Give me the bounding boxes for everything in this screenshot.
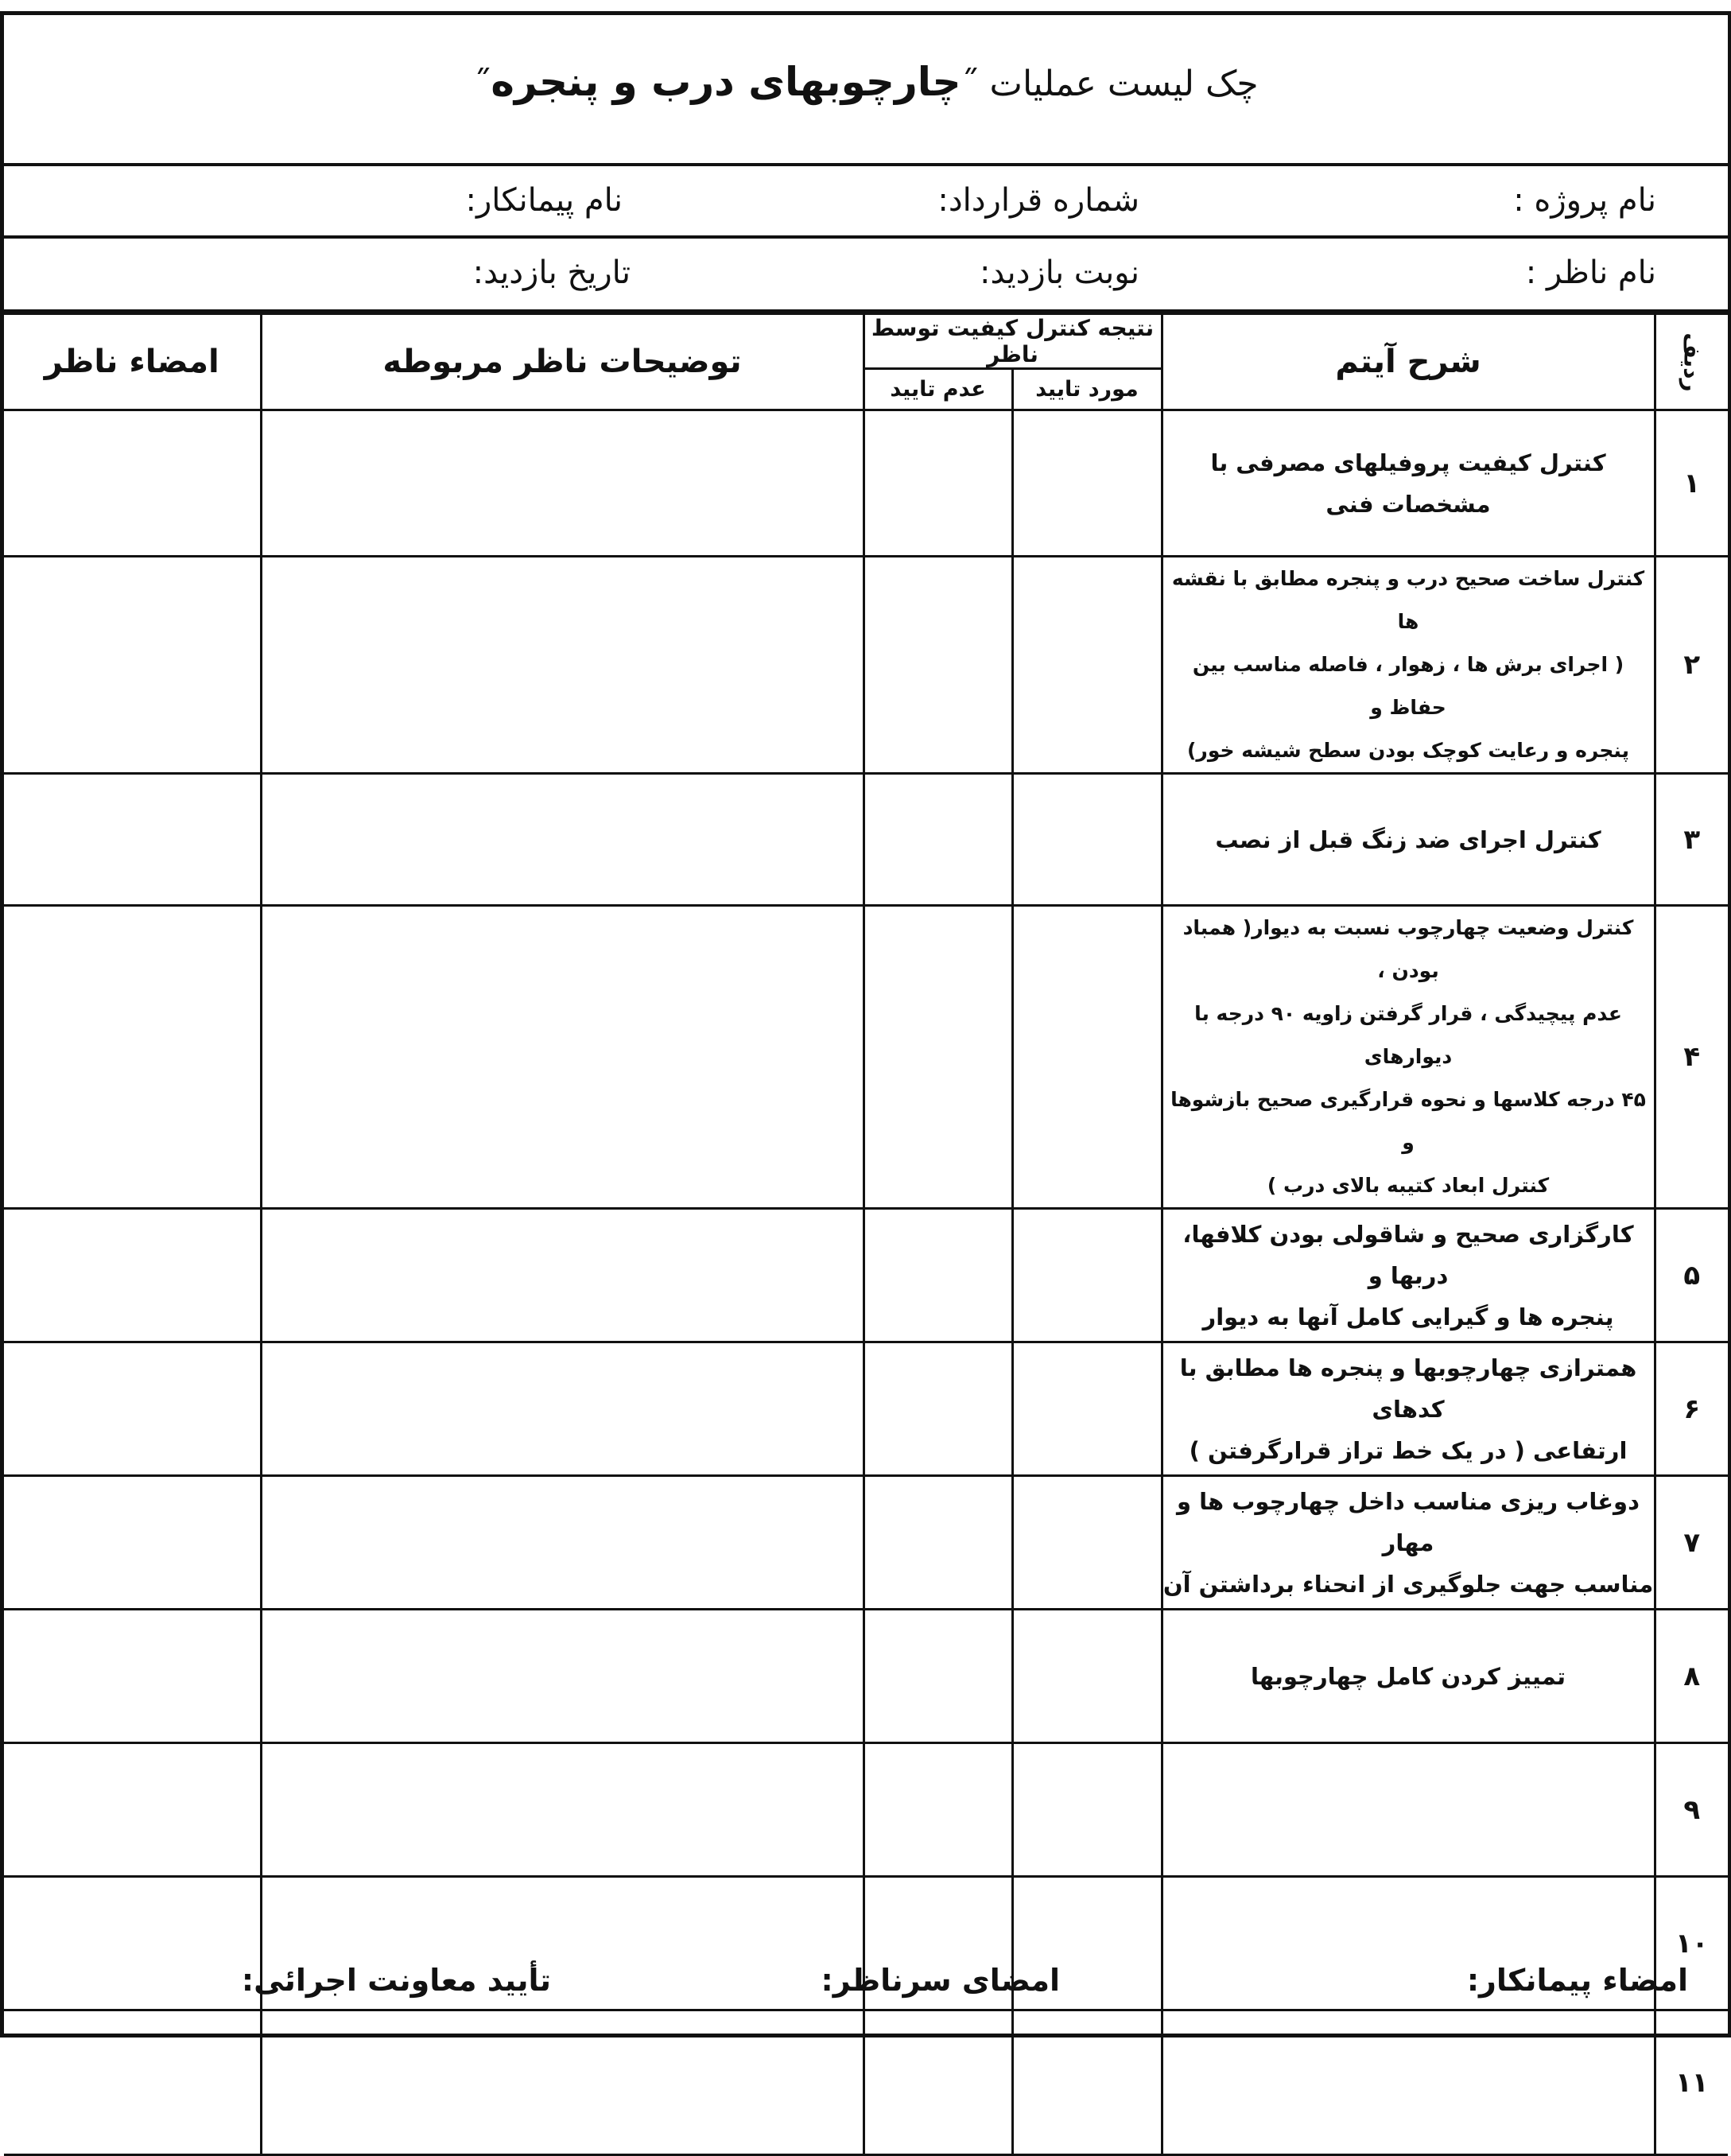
supervisor-name-field[interactable]: نام ناظر : xyxy=(1525,254,1656,291)
supervisor-signature-cell[interactable] xyxy=(4,1743,261,1877)
approved-cell[interactable] xyxy=(1012,410,1162,557)
supervisor-notes-cell[interactable] xyxy=(261,557,864,774)
supervisor-notes-cell[interactable] xyxy=(261,1209,864,1342)
supervisor-notes-cell[interactable] xyxy=(261,1610,864,1743)
table-row xyxy=(4,1743,1728,1877)
supervisor-signature-cell[interactable] xyxy=(4,1209,261,1342)
title-band xyxy=(4,15,1728,166)
row-number: ۷ xyxy=(1655,1476,1728,1610)
executive-deputy-approval-label: تأیید معاونت اجرائی: xyxy=(241,1963,551,1998)
supervisor-signature-cell[interactable] xyxy=(4,1342,261,1476)
signature-footer xyxy=(4,1928,1728,2034)
supervisor-notes-cell[interactable] xyxy=(261,1342,864,1476)
not-approved-cell[interactable] xyxy=(864,774,1012,906)
visit-date-field[interactable]: تاریخ بازدید: xyxy=(472,254,631,291)
approved-cell[interactable] xyxy=(1012,1209,1162,1342)
supervisor-notes-cell[interactable] xyxy=(261,774,864,906)
item-description xyxy=(1162,1476,1655,1610)
item-description xyxy=(1162,906,1655,1209)
supervisor-notes-cell[interactable] xyxy=(261,1743,864,1877)
item-description-line: کنترل کیفیت پروفیلهای مصرفی با مشخصات فنی xyxy=(1210,449,1606,518)
item-description-line: کنترل ساخت صحیح درب و پنجره مطابق با نقشه ها xyxy=(1171,567,1645,633)
table-row xyxy=(4,410,1728,557)
approved-cell[interactable] xyxy=(1012,774,1162,906)
info-row-2 xyxy=(4,239,1728,313)
supervisor-notes-cell[interactable] xyxy=(261,906,864,1209)
table-row xyxy=(4,1209,1728,1342)
checklist-rows xyxy=(4,410,1728,2155)
project-name-field[interactable]: نام پروژه : xyxy=(1513,182,1656,219)
supervisor-notes-cell[interactable] xyxy=(261,410,864,557)
item-description-line: ( اجرای برش ها ، زهوار ، فاصله مناسب بین حفاظ و xyxy=(1192,653,1624,719)
row-number: ۴ xyxy=(1655,906,1728,1209)
supervisor-signature-cell[interactable] xyxy=(4,774,261,906)
item-description-line: ارتفاعی ( در یک خط تراز قرارگرفتن ) xyxy=(1189,1436,1628,1464)
contractor-name-field[interactable]: نام پیمانکار: xyxy=(465,182,623,219)
header-row-number: ردیف xyxy=(1655,314,1728,410)
item-description xyxy=(1162,410,1655,557)
table-row xyxy=(4,906,1728,1209)
item-description xyxy=(1162,774,1655,906)
item-description-line: همترازی چهارچوبها و پنجره ها مطابق با کدهای xyxy=(1179,1354,1637,1423)
approved-cell[interactable] xyxy=(1012,557,1162,774)
item-description-line: دوغاب ریزی مناسب داخل چهارچوب ها و مهار xyxy=(1177,1487,1640,1556)
row-number: ۸ xyxy=(1655,1610,1728,1743)
chief-supervisor-signature-label: امضای سرناظر: xyxy=(821,1963,1060,1998)
approved-cell[interactable] xyxy=(1012,1610,1162,1743)
row-number: ۲ xyxy=(1655,557,1728,774)
item-description xyxy=(1162,1610,1655,1743)
approved-cell[interactable] xyxy=(1012,1342,1162,1476)
item-description-line: تمییز کردن کامل چهارچوبها xyxy=(1250,1662,1566,1690)
table-row xyxy=(4,1342,1728,1476)
supervisor-notes-cell[interactable] xyxy=(261,1476,864,1610)
approved-cell[interactable] xyxy=(1012,1743,1162,1877)
row-number: ۶ xyxy=(1655,1342,1728,1476)
item-description xyxy=(1162,557,1655,774)
not-approved-cell[interactable] xyxy=(864,906,1012,1209)
header-supervisor-notes: توضیحات ناظر مربوطه xyxy=(261,314,864,410)
row-number: ۱۰ xyxy=(1655,1877,1728,2010)
header-not-approved: عدم تایید xyxy=(864,369,1012,410)
header-item-description: شرح آیتم xyxy=(1162,314,1655,410)
table-row xyxy=(4,774,1728,906)
row-number: ۳ xyxy=(1655,774,1728,906)
header-supervisor-signature: امضاء ناظر xyxy=(4,314,261,410)
item-description xyxy=(1162,1209,1655,1342)
item-description-line: پنجره ها و گیرایی کامل آنها به دیوار xyxy=(1202,1303,1614,1331)
header-qc-result: نتیجه کنترل کیفیت توسط ناظر xyxy=(864,314,1162,369)
supervisor-signature-cell[interactable] xyxy=(4,906,261,1209)
visit-turn-field[interactable]: نوبت بازدید: xyxy=(980,254,1139,291)
approved-cell[interactable] xyxy=(1012,1476,1162,1610)
approved-cell[interactable] xyxy=(1012,906,1162,1209)
item-description-line: پنجره و رعایت کوچک بودن سطح شیشه خور) xyxy=(1187,739,1630,762)
item-description-line: مناسب جهت جلوگیری از انحناء برداشتن آن xyxy=(1162,1570,1654,1598)
row-number: ۹ xyxy=(1655,1743,1728,1877)
supervisor-signature-cell[interactable] xyxy=(4,410,261,557)
header-approved: مورد تایید xyxy=(1012,369,1162,410)
page-title xyxy=(4,59,1728,105)
contractor-signature-label: امضاء پیمانکار: xyxy=(1466,1963,1688,1998)
not-approved-cell[interactable] xyxy=(864,557,1012,774)
row-number: ۱ xyxy=(1655,410,1728,557)
item-description-line: کارگزاری صحیح و شاقولی بودن کلافها، دربها و xyxy=(1182,1220,1634,1289)
item-description xyxy=(1162,1743,1655,1877)
row-number: ۱۱ xyxy=(1655,2010,1728,2155)
not-approved-cell[interactable] xyxy=(864,1610,1012,1743)
title-bold: چارچوبهای درب و پنجره xyxy=(491,59,961,105)
title-suffix: ˝ xyxy=(473,64,491,104)
not-approved-cell[interactable] xyxy=(864,1743,1012,1877)
supervisor-signature-cell[interactable] xyxy=(4,557,261,774)
item-description-line: ۴۵ درجه کلاسها و نحوه قرارگیری صحیح بازشوها و xyxy=(1170,1088,1646,1154)
info-row-1 xyxy=(4,166,1728,239)
table-row xyxy=(4,1610,1728,1743)
item-description xyxy=(1162,1342,1655,1476)
table-row xyxy=(4,1476,1728,1610)
title-prefix: چک لیست عملیات ˝ xyxy=(961,64,1259,104)
row-number: ۵ xyxy=(1655,1209,1728,1342)
not-approved-cell[interactable] xyxy=(864,1342,1012,1476)
not-approved-cell[interactable] xyxy=(864,410,1012,557)
item-description-line: عدم پیچیدگی ، قرار گرفتن زاویه ۹۰ درجه با دیوارهای xyxy=(1194,1002,1622,1068)
contract-number-field[interactable]: شماره قرارداد: xyxy=(937,182,1139,219)
table-row xyxy=(4,557,1728,774)
item-description-line: کنترل ابعاد کتیبه بالای درب ) xyxy=(1267,1174,1550,1197)
item-description-line: کنترل اجرای ضد زنگ قبل از نصب xyxy=(1215,825,1601,853)
checklist-table xyxy=(4,313,1728,2156)
item-description-line: کنترل وضعیت چهارچوب نسبت به دیوار( همباد بودن ، xyxy=(1182,916,1634,982)
not-approved-cell[interactable] xyxy=(864,1209,1012,1342)
not-approved-cell[interactable] xyxy=(864,1476,1012,1610)
checklist-sheet xyxy=(0,11,1731,2099)
supervisor-signature-cell[interactable] xyxy=(4,1476,261,1610)
supervisor-signature-cell[interactable] xyxy=(4,1610,261,1743)
